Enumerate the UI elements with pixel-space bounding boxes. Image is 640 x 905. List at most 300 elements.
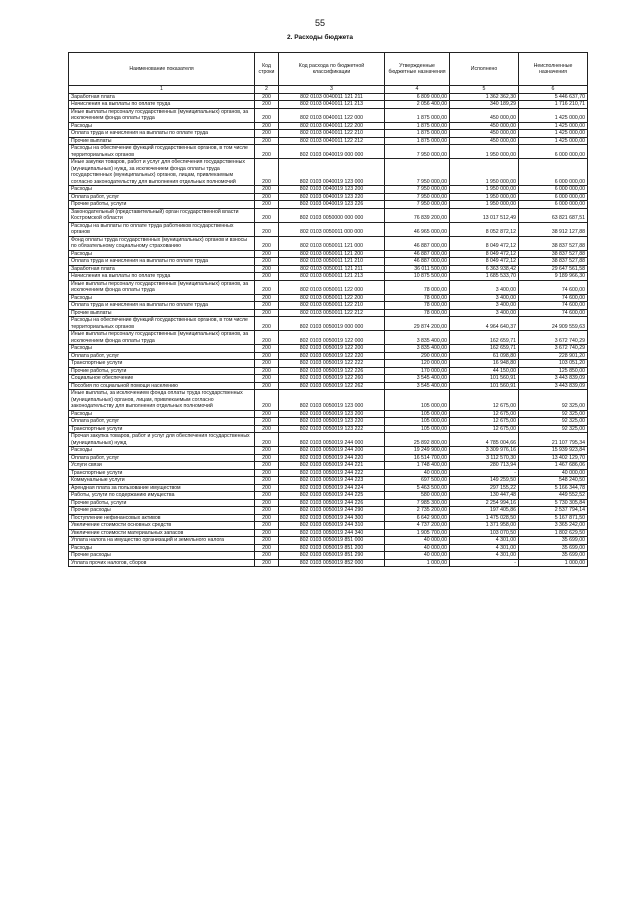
row-remaining-amount: 5 166 344,78 bbox=[519, 484, 588, 492]
row-executed-amount: 3 400,00 bbox=[450, 302, 519, 310]
row-remaining-amount: 1 425 000,00 bbox=[519, 108, 588, 122]
row-remaining-amount: 21 107 795,34 bbox=[519, 433, 588, 447]
table-row bbox=[69, 499, 588, 507]
row-classification-code: 802 0103 0050011 121 213 bbox=[279, 273, 385, 281]
row-approved-amount: 46 887 000,00 bbox=[385, 236, 450, 250]
row-classification-code: 802 0103 0050019 122 200 bbox=[279, 345, 385, 353]
row-approved-amount: 3 545 400,00 bbox=[385, 375, 450, 383]
row-remaining-amount: 125 850,00 bbox=[519, 367, 588, 375]
row-approved-amount: 19 249 900,00 bbox=[385, 447, 450, 455]
row-classification-code: 802 0103 0040011 121 211 bbox=[279, 93, 385, 101]
row-executed-amount: 12 675,00 bbox=[450, 390, 519, 411]
row-remaining-amount: 24 909 559,63 bbox=[519, 317, 588, 331]
row-executed-amount: 101 560,91 bbox=[450, 382, 519, 390]
row-classification-code: 802 0103 0050019 122 226 bbox=[279, 367, 385, 375]
row-executed-amount: 8 049 472,12 bbox=[450, 258, 519, 266]
column-number: 5 bbox=[450, 86, 519, 94]
row-name: Расходы bbox=[69, 186, 255, 194]
row-remaining-amount: 35 699,00 bbox=[519, 544, 588, 552]
row-classification-code: 802 0103 0050019 244 310 bbox=[279, 522, 385, 530]
row-name: Поступление нефинансовых активов bbox=[69, 514, 255, 522]
row-line-code: 200 bbox=[255, 294, 279, 302]
row-executed-amount: 1 950 000,00 bbox=[450, 159, 519, 186]
row-remaining-amount: 15 939 923,84 bbox=[519, 447, 588, 455]
row-classification-code: 802 0103 0050011 121 000 bbox=[279, 236, 385, 250]
row-line-code: 200 bbox=[255, 367, 279, 375]
row-line-code: 200 bbox=[255, 462, 279, 470]
table-row bbox=[69, 462, 588, 470]
row-approved-amount: 1 875 000,00 bbox=[385, 137, 450, 145]
row-classification-code: 802 0103 0040011 122 210 bbox=[279, 130, 385, 138]
row-executed-amount: 1 475 028,50 bbox=[450, 514, 519, 522]
table-row bbox=[69, 484, 588, 492]
row-executed-amount: 12 675,00 bbox=[450, 410, 519, 418]
table-row bbox=[69, 367, 588, 375]
row-classification-code: 802 0103 0050019 244 222 bbox=[279, 469, 385, 477]
row-remaining-amount: 3 672 740,29 bbox=[519, 345, 588, 353]
row-executed-amount: 4 964 640,37 bbox=[450, 317, 519, 331]
row-approved-amount: 120 000,00 bbox=[385, 360, 450, 368]
row-classification-code: 802 0103 0040011 121 213 bbox=[279, 101, 385, 109]
column-header-executed: Исполнено bbox=[450, 53, 519, 86]
row-line-code: 200 bbox=[255, 514, 279, 522]
row-classification-code: 802 0103 0050019 122 260 bbox=[279, 375, 385, 383]
row-executed-amount: 4 301,00 bbox=[450, 544, 519, 552]
row-name: Заработная плата bbox=[69, 265, 255, 273]
budget-expenses-table bbox=[68, 52, 588, 567]
row-line-code: 200 bbox=[255, 477, 279, 485]
row-executed-amount: 1 371 958,00 bbox=[450, 522, 519, 530]
row-name: Расходы bbox=[69, 447, 255, 455]
row-executed-amount: 1 950 000,00 bbox=[450, 193, 519, 201]
row-approved-amount: 29 874 200,00 bbox=[385, 317, 450, 331]
row-approved-amount: 1 875 000,00 bbox=[385, 122, 450, 130]
table-row bbox=[69, 236, 588, 250]
row-line-code: 200 bbox=[255, 302, 279, 310]
row-name: Начисления на выплаты по оплате труда bbox=[69, 273, 255, 281]
table-row bbox=[69, 222, 588, 236]
column-number-row bbox=[69, 86, 588, 94]
row-line-code: 200 bbox=[255, 273, 279, 281]
row-line-code: 200 bbox=[255, 145, 279, 159]
table-row bbox=[69, 454, 588, 462]
table-row bbox=[69, 159, 588, 186]
row-line-code: 200 bbox=[255, 159, 279, 186]
row-executed-amount: 8 049 472,12 bbox=[450, 236, 519, 250]
table-row bbox=[69, 410, 588, 418]
row-approved-amount: 6 642 900,00 bbox=[385, 514, 450, 522]
table-row bbox=[69, 309, 588, 317]
row-line-code: 200 bbox=[255, 425, 279, 433]
row-classification-code: 802 0103 0050019 244 000 bbox=[279, 433, 385, 447]
table-row bbox=[69, 345, 588, 353]
column-header-remaining: Неисполненные назначения bbox=[519, 53, 588, 86]
row-name: Прочие расходы bbox=[69, 552, 255, 560]
table-row bbox=[69, 360, 588, 368]
row-name: Иные выплаты, за исключением фонда оплаты труда государственных (муниципальных) органов, лицам, привлекаемым согласно законодательству для выполнения отдельных полномочий bbox=[69, 390, 255, 411]
row-executed-amount: 12 675,00 bbox=[450, 418, 519, 426]
row-approved-amount: 2 735 200,00 bbox=[385, 507, 450, 515]
table-row bbox=[69, 201, 588, 209]
row-remaining-amount: 103 051,20 bbox=[519, 360, 588, 368]
row-name: Оплата труда и начисления на выплаты по оплате труда bbox=[69, 130, 255, 138]
row-remaining-amount: 38 837 527,88 bbox=[519, 258, 588, 266]
row-remaining-amount: 3 365 242,00 bbox=[519, 522, 588, 530]
column-number: 2 bbox=[255, 86, 279, 94]
row-approved-amount: 2 056 400,00 bbox=[385, 101, 450, 109]
row-approved-amount: 7 950 000,00 bbox=[385, 186, 450, 194]
row-classification-code: 802 0103 0050019 122 220 bbox=[279, 352, 385, 360]
row-classification-code: 802 0103 0050019 244 220 bbox=[279, 454, 385, 462]
row-remaining-amount: 1 802 629,50 bbox=[519, 529, 588, 537]
row-name: Оплата труда и начисления на выплаты по оплате труда bbox=[69, 258, 255, 266]
row-approved-amount: 1 000,00 bbox=[385, 559, 450, 567]
row-classification-code: 802 0103 0050011 122 200 bbox=[279, 294, 385, 302]
row-remaining-amount: 6 000 000,00 bbox=[519, 159, 588, 186]
row-remaining-amount: 92 325,00 bbox=[519, 390, 588, 411]
row-name: Уплата прочих налогов, сборов bbox=[69, 559, 255, 567]
row-remaining-amount: 2 537 794,14 bbox=[519, 507, 588, 515]
row-classification-code: 802 0103 0050019 852 000 bbox=[279, 559, 385, 567]
row-classification-code: 802 0103 0040011 122 000 bbox=[279, 108, 385, 122]
row-classification-code: 802 0103 0040019 123 200 bbox=[279, 186, 385, 194]
row-classification-code: 802 0103 0050019 123 200 bbox=[279, 410, 385, 418]
row-line-code: 200 bbox=[255, 469, 279, 477]
row-line-code: 200 bbox=[255, 186, 279, 194]
row-executed-amount: 1 950 000,00 bbox=[450, 201, 519, 209]
row-line-code: 200 bbox=[255, 410, 279, 418]
row-line-code: 200 bbox=[255, 280, 279, 294]
row-line-code: 200 bbox=[255, 537, 279, 545]
row-approved-amount: 7 950 000,00 bbox=[385, 145, 450, 159]
row-remaining-amount: 74 600,00 bbox=[519, 309, 588, 317]
table-row bbox=[69, 258, 588, 266]
table-row bbox=[69, 529, 588, 537]
row-approved-amount: 290 000,00 bbox=[385, 352, 450, 360]
row-approved-amount: 7 985 300,00 bbox=[385, 499, 450, 507]
row-line-code: 200 bbox=[255, 390, 279, 411]
row-name: Оплата работ, услуг bbox=[69, 352, 255, 360]
table-row bbox=[69, 208, 588, 222]
row-remaining-amount: 548 240,50 bbox=[519, 477, 588, 485]
row-name: Прочие выплаты bbox=[69, 309, 255, 317]
row-remaining-amount: 1 425 000,00 bbox=[519, 130, 588, 138]
row-executed-amount: 280 713,94 bbox=[450, 462, 519, 470]
table-header-row bbox=[69, 53, 588, 86]
row-name: Законодательный (представительный) орган государственной власти Костромской области bbox=[69, 208, 255, 222]
row-executed-amount: 450 000,00 bbox=[450, 108, 519, 122]
row-name: Расходы bbox=[69, 294, 255, 302]
table-row bbox=[69, 477, 588, 485]
row-classification-code: 802 0103 0040019 000 000 bbox=[279, 145, 385, 159]
row-classification-code: 802 0103 0050019 244 290 bbox=[279, 507, 385, 515]
row-classification-code: 802 0103 0050011 122 210 bbox=[279, 302, 385, 310]
row-remaining-amount: 38 837 527,88 bbox=[519, 250, 588, 258]
table-row bbox=[69, 552, 588, 560]
row-name: Иные выплаты персоналу государственных (муниципальных) органов, за исключением фонда оплаты труда bbox=[69, 108, 255, 122]
row-approved-amount: 78 000,00 bbox=[385, 280, 450, 294]
row-classification-code: 802 0103 0050019 122 222 bbox=[279, 360, 385, 368]
row-line-code: 200 bbox=[255, 418, 279, 426]
row-approved-amount: 105 000,00 bbox=[385, 390, 450, 411]
row-approved-amount: 3 835 400,00 bbox=[385, 331, 450, 345]
page-number: 55 bbox=[314, 18, 325, 28]
row-name: Оплата работ, услуг bbox=[69, 454, 255, 462]
table-row bbox=[69, 522, 588, 530]
row-line-code: 200 bbox=[255, 93, 279, 101]
row-executed-amount: 4 785 004,66 bbox=[450, 433, 519, 447]
row-executed-amount: 450 000,00 bbox=[450, 137, 519, 145]
row-executed-amount: - bbox=[450, 559, 519, 567]
row-line-code: 200 bbox=[255, 208, 279, 222]
row-executed-amount: 13 017 512,49 bbox=[450, 208, 519, 222]
row-executed-amount: 130 447,48 bbox=[450, 492, 519, 500]
row-name: Иные закупки товаров, работ и услуг для обеспечения государственных (муниципальных) нужд, за исключением фонда оплаты труда государственных (муниципальных) органов, лицам, привлекаемым согласно законодательству для выполнения отдельных полномочий bbox=[69, 159, 255, 186]
row-line-code: 200 bbox=[255, 309, 279, 317]
row-line-code: 200 bbox=[255, 265, 279, 273]
row-line-code: 200 bbox=[255, 499, 279, 507]
row-classification-code: 802 0103 0050019 000 000 bbox=[279, 317, 385, 331]
row-approved-amount: 40 000,00 bbox=[385, 469, 450, 477]
row-line-code: 200 bbox=[255, 433, 279, 447]
row-name: Оплата труда и начисления на выплаты по оплате труда bbox=[69, 302, 255, 310]
row-approved-amount: 105 000,00 bbox=[385, 425, 450, 433]
row-line-code: 200 bbox=[255, 382, 279, 390]
row-name: Прочие работы, услуги bbox=[69, 201, 255, 209]
row-line-code: 200 bbox=[255, 529, 279, 537]
table-body bbox=[69, 93, 588, 567]
table-row bbox=[69, 390, 588, 411]
row-remaining-amount: 3 443 839,09 bbox=[519, 382, 588, 390]
row-remaining-amount: 1 716 210,71 bbox=[519, 101, 588, 109]
row-name: Работы, услуги по содержанию имущества bbox=[69, 492, 255, 500]
row-name: Социальное обеспечение bbox=[69, 375, 255, 383]
row-line-code: 200 bbox=[255, 250, 279, 258]
row-name: Расходы bbox=[69, 544, 255, 552]
row-classification-code: 802 0103 0040011 122 200 bbox=[279, 122, 385, 130]
row-approved-amount: 7 950 000,00 bbox=[385, 159, 450, 186]
row-executed-amount: 61 098,80 bbox=[450, 352, 519, 360]
row-remaining-amount: 9 189 966,30 bbox=[519, 273, 588, 281]
row-remaining-amount: 40 000,00 bbox=[519, 469, 588, 477]
row-executed-amount: 3 400,00 bbox=[450, 280, 519, 294]
table-row bbox=[69, 273, 588, 281]
row-line-code: 200 bbox=[255, 360, 279, 368]
row-classification-code: 802 0103 0050011 122 212 bbox=[279, 309, 385, 317]
row-approved-amount: 1 905 700,00 bbox=[385, 529, 450, 537]
row-executed-amount: 8 052 872,12 bbox=[450, 222, 519, 236]
row-remaining-amount: 92 325,00 bbox=[519, 410, 588, 418]
row-executed-amount: 197 405,86 bbox=[450, 507, 519, 515]
table-row bbox=[69, 375, 588, 383]
row-approved-amount: 105 000,00 bbox=[385, 418, 450, 426]
row-remaining-amount: 449 552,52 bbox=[519, 492, 588, 500]
row-name: Иные выплаты персоналу государственных (муниципальных) органов, за исключением фонда оплаты труда bbox=[69, 331, 255, 345]
row-remaining-amount: 29 647 561,58 bbox=[519, 265, 588, 273]
row-approved-amount: 25 892 800,00 bbox=[385, 433, 450, 447]
table-row bbox=[69, 514, 588, 522]
row-name: Транспортные услуги bbox=[69, 469, 255, 477]
row-remaining-amount: 38 837 527,88 bbox=[519, 236, 588, 250]
row-classification-code: 802 0103 0050019 244 221 bbox=[279, 462, 385, 470]
row-classification-code: 802 0103 0040011 122 212 bbox=[279, 137, 385, 145]
row-name: Транспортные услуги bbox=[69, 360, 255, 368]
row-approved-amount: 40 000,00 bbox=[385, 552, 450, 560]
row-name: Прочие выплаты bbox=[69, 137, 255, 145]
column-number: 6 bbox=[519, 86, 588, 94]
row-remaining-amount: 74 600,00 bbox=[519, 280, 588, 294]
table-row bbox=[69, 130, 588, 138]
row-name: Увеличение стоимости материальных запасов bbox=[69, 529, 255, 537]
row-remaining-amount: 6 000 000,00 bbox=[519, 186, 588, 194]
row-line-code: 200 bbox=[255, 507, 279, 515]
table-row bbox=[69, 145, 588, 159]
table-row bbox=[69, 302, 588, 310]
section-title: 2. Расходы бюджета bbox=[287, 34, 353, 41]
row-remaining-amount: 92 325,00 bbox=[519, 418, 588, 426]
row-executed-amount: 6 363 938,42 bbox=[450, 265, 519, 273]
row-name: Прочие работы, услуги bbox=[69, 499, 255, 507]
column-header-line-code: Код строки bbox=[255, 53, 279, 86]
row-name: Фонд оплаты труда государственных (муниципальных) органов и взносы по обязательному социальному страхованию bbox=[69, 236, 255, 250]
row-line-code: 200 bbox=[255, 201, 279, 209]
row-remaining-amount: 5 730 305,84 bbox=[519, 499, 588, 507]
row-executed-amount: 2 254 994,16 bbox=[450, 499, 519, 507]
row-remaining-amount: 74 600,00 bbox=[519, 302, 588, 310]
row-approved-amount: 4 737 200,00 bbox=[385, 522, 450, 530]
row-classification-code: 802 0103 0050011 121 200 bbox=[279, 250, 385, 258]
row-remaining-amount: 13 402 129,70 bbox=[519, 454, 588, 462]
row-line-code: 200 bbox=[255, 352, 279, 360]
row-name: Коммунальные услуги bbox=[69, 477, 255, 485]
row-remaining-amount: 74 600,00 bbox=[519, 294, 588, 302]
row-line-code: 200 bbox=[255, 122, 279, 130]
table-row bbox=[69, 331, 588, 345]
row-executed-amount: 1 362 362,30 bbox=[450, 93, 519, 101]
row-classification-code: 802 0103 0050019 122 262 bbox=[279, 382, 385, 390]
row-remaining-amount: 92 325,00 bbox=[519, 425, 588, 433]
row-approved-amount: 10 875 500,00 bbox=[385, 273, 450, 281]
row-approved-amount: 7 950 000,00 bbox=[385, 201, 450, 209]
row-executed-amount: 1 950 000,00 bbox=[450, 186, 519, 194]
table-row bbox=[69, 447, 588, 455]
row-executed-amount: - bbox=[450, 469, 519, 477]
table-row bbox=[69, 193, 588, 201]
row-name: Прочие работы, услуги bbox=[69, 367, 255, 375]
row-name: Расходы на обеспечение функций государственных органов, в том числе территориальных органов bbox=[69, 145, 255, 159]
row-name: Расходы bbox=[69, 250, 255, 258]
row-classification-code: 802 0103 0050019 244 224 bbox=[279, 484, 385, 492]
row-executed-amount: 162 659,71 bbox=[450, 331, 519, 345]
table-row bbox=[69, 101, 588, 109]
row-line-code: 200 bbox=[255, 108, 279, 122]
row-classification-code: 802 0103 0050019 851 000 bbox=[279, 537, 385, 545]
row-classification-code: 802 0103 0040019 123 000 bbox=[279, 159, 385, 186]
table-row bbox=[69, 537, 588, 545]
row-approved-amount: 76 839 200,00 bbox=[385, 208, 450, 222]
row-approved-amount: 3 545 400,00 bbox=[385, 382, 450, 390]
row-remaining-amount: 35 699,00 bbox=[519, 552, 588, 560]
table-row bbox=[69, 122, 588, 130]
row-classification-code: 802 0103 0050011 122 000 bbox=[279, 280, 385, 294]
row-classification-code: 802 0103 0050000 000 000 bbox=[279, 208, 385, 222]
row-executed-amount: 1 950 000,00 bbox=[450, 145, 519, 159]
row-name: Пособия по социальной помощи населению bbox=[69, 382, 255, 390]
row-executed-amount: 450 000,00 bbox=[450, 122, 519, 130]
row-executed-amount: 297 155,22 bbox=[450, 484, 519, 492]
row-approved-amount: 7 950 000,00 bbox=[385, 193, 450, 201]
row-remaining-amount: 3 443 839,09 bbox=[519, 375, 588, 383]
row-approved-amount: 1 748 400,00 bbox=[385, 462, 450, 470]
row-line-code: 200 bbox=[255, 544, 279, 552]
row-name: Расходы на выплаты по оплате труда работников государственных органов bbox=[69, 222, 255, 236]
table-row bbox=[69, 265, 588, 273]
row-remaining-amount: 35 699,00 bbox=[519, 537, 588, 545]
row-executed-amount: 340 189,29 bbox=[450, 101, 519, 109]
row-line-code: 200 bbox=[255, 236, 279, 250]
row-approved-amount: 78 000,00 bbox=[385, 309, 450, 317]
row-line-code: 200 bbox=[255, 258, 279, 266]
row-remaining-amount: 63 821 687,51 bbox=[519, 208, 588, 222]
table-row bbox=[69, 317, 588, 331]
row-remaining-amount: 1 425 000,00 bbox=[519, 137, 588, 145]
row-approved-amount: 1 875 000,00 bbox=[385, 108, 450, 122]
table-row bbox=[69, 469, 588, 477]
row-classification-code: 802 0103 0050011 121 211 bbox=[279, 265, 385, 273]
row-approved-amount: 1 875 000,00 bbox=[385, 130, 450, 138]
row-classification-code: 802 0103 0050019 244 340 bbox=[279, 529, 385, 537]
row-classification-code: 802 0103 0050019 244 223 bbox=[279, 477, 385, 485]
row-executed-amount: 4 301,00 bbox=[450, 537, 519, 545]
row-line-code: 200 bbox=[255, 492, 279, 500]
table-row bbox=[69, 93, 588, 101]
row-approved-amount: 78 000,00 bbox=[385, 294, 450, 302]
row-approved-amount: 78 000,00 bbox=[385, 302, 450, 310]
row-approved-amount: 170 000,00 bbox=[385, 367, 450, 375]
row-approved-amount: 46 965 000,00 bbox=[385, 222, 450, 236]
row-remaining-amount: 6 000 000,00 bbox=[519, 145, 588, 159]
row-line-code: 200 bbox=[255, 222, 279, 236]
row-name: Расходы на обеспечение функций государственных органов, в том числе территориальных органов bbox=[69, 317, 255, 331]
row-line-code: 200 bbox=[255, 454, 279, 462]
row-classification-code: 802 0103 0050011 000 000 bbox=[279, 222, 385, 236]
row-remaining-amount: 1 000,00 bbox=[519, 559, 588, 567]
table-row bbox=[69, 425, 588, 433]
table-row bbox=[69, 352, 588, 360]
row-executed-amount: 1 685 533,70 bbox=[450, 273, 519, 281]
row-approved-amount: 697 500,00 bbox=[385, 477, 450, 485]
row-line-code: 200 bbox=[255, 375, 279, 383]
row-executed-amount: 162 659,71 bbox=[450, 345, 519, 353]
row-classification-code: 802 0103 0050019 244 226 bbox=[279, 499, 385, 507]
row-approved-amount: 105 000,00 bbox=[385, 410, 450, 418]
row-executed-amount: 8 049 472,12 bbox=[450, 250, 519, 258]
row-name: Оплата работ, услуг bbox=[69, 418, 255, 426]
row-executed-amount: 103 070,50 bbox=[450, 529, 519, 537]
row-name: Начисления на выплаты по оплате труда bbox=[69, 101, 255, 109]
row-classification-code: 802 0103 0050011 121 210 bbox=[279, 258, 385, 266]
row-line-code: 200 bbox=[255, 193, 279, 201]
table-row bbox=[69, 250, 588, 258]
row-name: Прочая закупка товаров, работ и услуг для обеспечения государственных (муниципальных) нужд bbox=[69, 433, 255, 447]
row-remaining-amount: 6 000 000,00 bbox=[519, 193, 588, 201]
row-name: Транспортные услуги bbox=[69, 425, 255, 433]
row-line-code: 200 bbox=[255, 522, 279, 530]
column-number: 4 bbox=[385, 86, 450, 94]
row-name: Расходы bbox=[69, 410, 255, 418]
row-executed-amount: 3 400,00 bbox=[450, 309, 519, 317]
table-row bbox=[69, 382, 588, 390]
